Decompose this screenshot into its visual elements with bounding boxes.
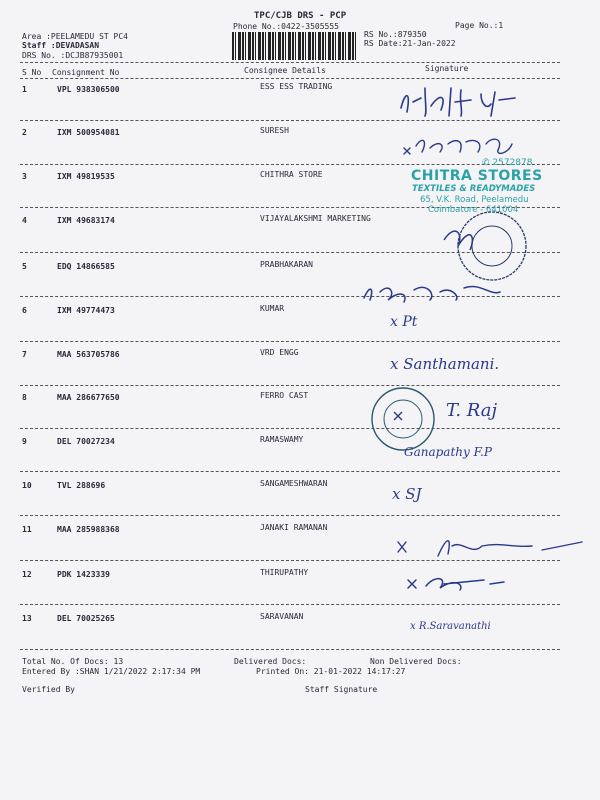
row-8-sno: 8: [22, 393, 27, 402]
page-number: Page No.:1: [455, 21, 504, 30]
row-13-sno: 13: [22, 614, 32, 623]
row-8-consignment: MAA 286677650: [57, 393, 120, 402]
rs-number: RS No.:879350: [364, 30, 427, 39]
row-1-consignee: ESS ESS TRADING: [260, 82, 333, 91]
row-6-consignment: IXM 49774473: [57, 306, 115, 315]
row-10-consignee: SANGAMESHWARAN: [260, 479, 328, 488]
signature-row-5: [360, 278, 510, 306]
company-stamp-round: [440, 206, 536, 286]
col-consignee: Consignee Details: [244, 66, 326, 75]
drs-number: DRS No. :DCJB87935001: [22, 51, 124, 60]
row-2-sno: 2: [22, 128, 27, 137]
col-sno: S No: [22, 68, 42, 77]
stamp-phone: ✆ 2572878: [482, 158, 533, 168]
area-label: Area :PEELAMEDU ST PC4: [22, 32, 128, 41]
row-separator: [20, 471, 560, 472]
col-signature: Signature: [425, 64, 469, 73]
row-10-sno: 10: [22, 481, 32, 490]
signature-row-9: Ganapathy F.P: [404, 445, 492, 459]
row-11-sno: 11: [22, 525, 32, 534]
row-5-consignee: PRABHAKARAN: [260, 260, 313, 269]
row-9-consignment: DEL 70027234: [57, 437, 115, 446]
row-9-consignee: RAMASWAMY: [260, 435, 304, 444]
row-5-sno: 5: [22, 262, 27, 271]
header-rule-bottom: [20, 78, 560, 79]
row-12-sno: 12: [22, 570, 32, 579]
row-10-consignment: TVL 288696: [57, 481, 106, 490]
row-1-consignment: VPL 938306500: [57, 85, 120, 94]
barcode: [232, 32, 356, 60]
row-separator: [20, 649, 560, 650]
row-3-sno: 3: [22, 172, 27, 181]
document-title: TPC/CJB DRS - PCP: [254, 11, 347, 21]
signature-row-7: x Santhamani.: [390, 355, 500, 373]
row-separator: [20, 164, 560, 165]
row-13-consignment: DEL 70025265: [57, 614, 115, 623]
row-6-consignee: KUMAR: [260, 304, 285, 313]
row-11-consignee: JANAKI RAMANAN: [260, 523, 328, 532]
row-1-sno: 1: [22, 85, 27, 94]
row-5-consignment: EDQ 14866585: [57, 262, 115, 271]
stamp-store-name: CHITRA STORES: [411, 168, 543, 184]
row-7-consignment: MAA 563705786: [57, 350, 120, 359]
stamp-line-2: TEXTILES & READYMADES: [412, 184, 536, 194]
row-13-consignee: SARAVANAN: [260, 612, 304, 621]
row-separator: [20, 120, 560, 121]
row-separator: [20, 604, 560, 605]
row-4-consignment: IXM 49683174: [57, 216, 115, 225]
row-2-consignment: IXM 500954081: [57, 128, 120, 137]
printed-on: Printed On: 21-01-2022 14:17:27: [256, 667, 406, 676]
row-2-consignee: SURESH: [260, 126, 289, 135]
stamp-line-3: 65, V.K. Road, Peelamedu: [420, 195, 529, 205]
row-4-consignee: VIJAYALAKSHMI MARKETING: [260, 214, 371, 223]
entered-by: Entered By :SHAN 1/21/2022 2:17:34 PM: [22, 667, 201, 676]
row-3-consignment: IXM 49819535: [57, 172, 115, 181]
non-delivered-docs: Non Delivered Docs:: [370, 657, 462, 666]
total-docs: Total No. Of Docs: 13: [22, 657, 124, 666]
row-separator: [20, 385, 560, 386]
row-8-consignee: FERRO CAST: [260, 391, 309, 400]
signature-row-2: [400, 130, 530, 160]
signature-row-12: [404, 570, 514, 596]
row-6-sno: 6: [22, 306, 27, 315]
row-7-sno: 7: [22, 350, 27, 359]
stamp-line-4: Coimbatore - 641004: [428, 205, 519, 215]
row-11-consignment: MAA 285988368: [57, 525, 120, 534]
signature-row-11: [392, 528, 582, 564]
phone-number: Phone No.:0422-3505555: [233, 22, 339, 31]
row-9-sno: 9: [22, 437, 27, 446]
row-7-consignee: VRD ENGG: [260, 348, 299, 357]
header-rule-top: [20, 62, 560, 63]
signature-row-10: x SJ: [392, 485, 422, 503]
row-3-consignee: CHITHRA STORE: [260, 170, 323, 179]
signature-row-6: x Pt: [390, 314, 418, 330]
verified-by: Verified By: [22, 685, 75, 694]
signature-row-1: [395, 82, 535, 120]
signature-row-8: T. Raj: [446, 400, 498, 421]
rubber-stamp-round: [368, 384, 438, 454]
row-4-sno: 4: [22, 216, 27, 225]
row-separator: [20, 341, 560, 342]
col-consignment: Consignment No: [52, 68, 120, 77]
rs-date: RS Date:21-Jan-2022: [364, 39, 456, 48]
staff-signature-label: Staff Signature: [305, 685, 378, 694]
row-12-consignee: THIRUPATHY: [260, 568, 309, 577]
row-12-consignment: PDK 1423339: [57, 570, 110, 579]
row-separator: [20, 428, 560, 429]
delivered-docs: Delivered Docs:: [234, 657, 307, 666]
staff-label: Staff :DEVADASAN: [22, 41, 100, 50]
row-separator: [20, 515, 560, 516]
signature-row-13: x R.Saravanathi: [410, 621, 491, 632]
